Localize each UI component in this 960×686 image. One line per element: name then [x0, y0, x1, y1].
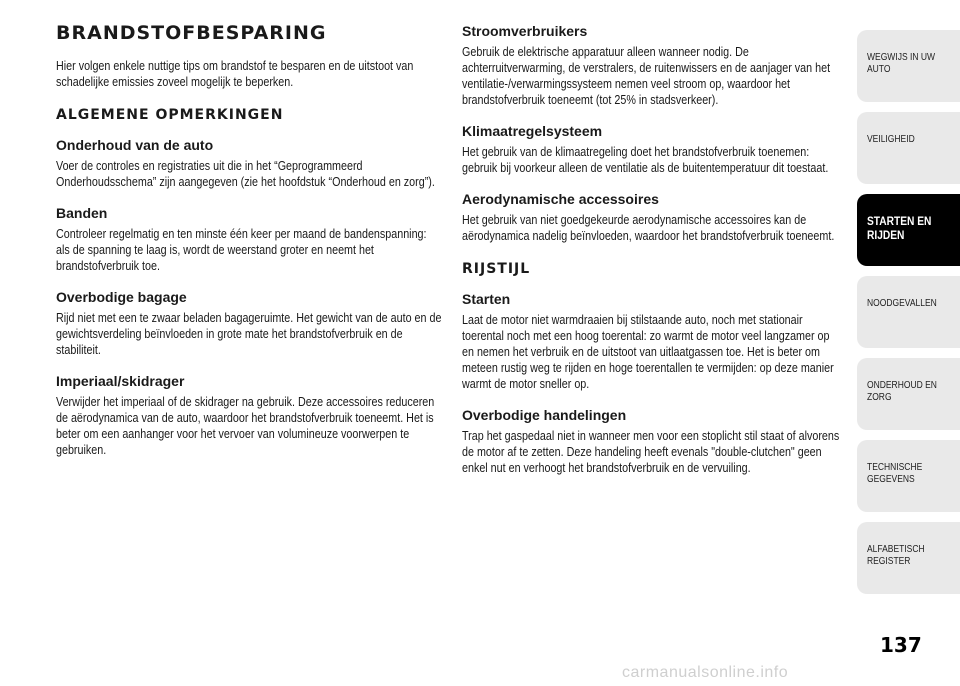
- page-title: BRANDSTOFBESPARING: [56, 22, 327, 44]
- heading-power-consumers: Stroomverbruikers: [462, 23, 588, 39]
- text-aero: Het gebruik van niet goedgekeurde aerodynamische accessoires kan de aërodynamica nadelig beïnvloeden, waardoor het brandstofverbruik toeneemt.: [462, 213, 835, 243]
- heading-maintenance: Onderhoud van de auto: [56, 137, 214, 153]
- tab-label: WEGWIJS IN UW AUTO: [867, 52, 935, 75]
- tab-label: ONDERHOUD EN ZORG: [867, 380, 937, 403]
- text-maintenance: Voer de controles en registraties uit die in het “Geprogrammeerd Onderhoudsschema” zijn aangegeven (zie het hoofdstuk “Onderhoud en zorg”).: [56, 159, 435, 189]
- heading-roof-rack: Imperiaal/skidrager: [56, 373, 185, 389]
- left-column: [56, 22, 444, 472]
- watermark: carmanualsonline.info: [622, 664, 789, 681]
- text-unneeded-actions: Trap het gaspedaal niet in wanneer men voor een stoplicht stil staat of alvorens de motor af te zetten. Deze handeling heeft evenals "double-clutchen" geen enkel nut en verhoogt het brandstofverbruik en de vervuiling.: [462, 429, 840, 475]
- tab-label: STARTEN EN RIJDEN: [867, 214, 932, 242]
- text-climate: Het gebruik van de klimaatregeling doet het brandstofverbruik toenemen: gebruik bij voorkeur alleen de ventilatie als de buitentemperatuur dit toestaat.: [462, 145, 829, 175]
- tab-starten-en-rijden[interactable]: [857, 194, 960, 266]
- tab-label: VEILIGHEID: [867, 134, 915, 145]
- tab-label: TECHNISCHE GEGEVENS: [867, 462, 923, 485]
- tab-veiligheid[interactable]: [857, 112, 960, 184]
- heading-unneeded-actions: Overbodige handelingen: [462, 407, 627, 423]
- text-tires: Controleer regelmatig en ten minste één keer per maand de bandenspanning: als de spanning te laag is, wordt de weerstand groter en neemt het brandstofverbruik toe.: [56, 227, 427, 273]
- heading-aero: Aerodynamische accessoires: [462, 191, 659, 207]
- text-power-consumers: Gebruik de elektrische apparatuur alleen wanneer nodig. De achterruitverwarming, de verstralers, de ruitenwissers en de aanjager van het ventilatie-/verwarmingssysteem nemen veel stroom op, waardoor het brandstofverbruik toeneemt (tot 25% in stadsverkeer).: [462, 45, 831, 107]
- page-number: 137: [880, 633, 922, 657]
- chapter-tabs: [857, 30, 960, 604]
- section-title-driving-style: RIJSTIJL: [462, 261, 531, 277]
- heading-climate: Klimaatregelsysteem: [462, 123, 603, 139]
- tab-label: ALFABETISCH REGISTER: [867, 544, 925, 567]
- tab-label: NOODGEVALLEN: [867, 298, 937, 309]
- tab-technische-gegevens[interactable]: [857, 440, 960, 512]
- text-roof-rack: Verwijder het imperiaal of de skidrager na gebruik. Deze accessoires reduceren de aërodynamica van de auto, waardoor het brandstofverbruik toeneemt. Het is beter om een aanhanger voor het vervoer van volumineuze voorwerpen te gebruiken.: [56, 395, 435, 457]
- text-luggage: Rijd niet met een te zwaar beladen bagageruimte. Het gewicht van de auto en de gewichtsverdeling beïnvloeden in grote mate het brandstofverbruik en de stabiliteit.: [56, 311, 442, 357]
- heading-luggage: Overbodige bagage: [56, 289, 187, 305]
- right-column: [462, 22, 842, 490]
- tab-wegwijs[interactable]: [857, 30, 960, 102]
- tab-alfabetisch-register[interactable]: [857, 522, 960, 594]
- tab-onderhoud[interactable]: [857, 358, 960, 430]
- section-title-general: ALGEMENE OPMERKINGEN: [56, 107, 284, 123]
- heading-starting: Starten: [462, 291, 511, 307]
- tab-noodgevallen[interactable]: [857, 276, 960, 348]
- heading-tires: Banden: [56, 205, 108, 221]
- text-starting: Laat de motor niet warmdraaien bij stilstaande auto, noch met stationair toerental noch met een hoog toerental: zo warmt de motor veel langzamer op en nemen het verbruik en de uitstoot van uitlaatgassen toe. Het is beter om meteen rustig weg te rijden en hoge toerentallen te vermijden: op deze manier warmt de motor sneller op.: [462, 313, 834, 391]
- intro-text: Hier volgen enkele nuttige tips om brandstof te besparen en de uitstoot van schadelijke emissies zoveel mogelijk te beperken.: [56, 59, 414, 89]
